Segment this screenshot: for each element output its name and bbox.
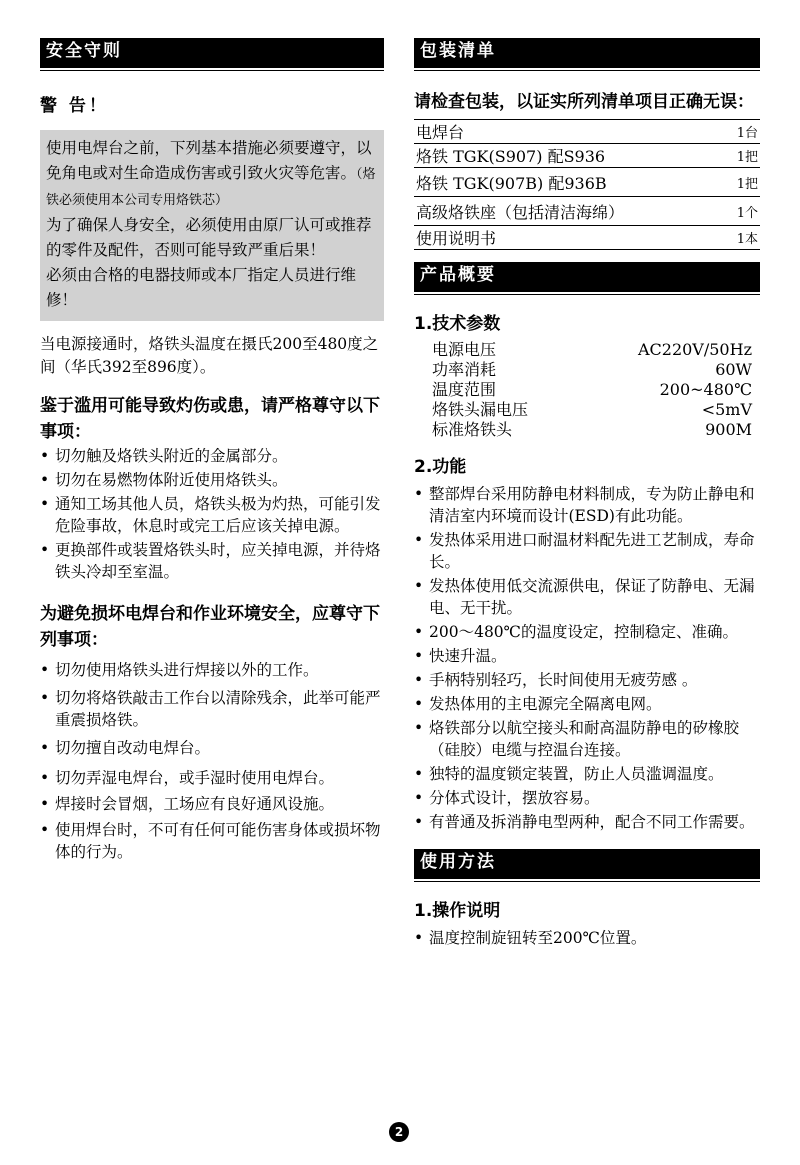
pack-item-qty: 1把 — [716, 168, 760, 197]
function-title: 2.功能 — [414, 457, 467, 477]
right-column — [414, 38, 760, 951]
pack-item-qty: 1把 — [716, 144, 760, 168]
warning-text-2: （烙铁必须使用本公司专用烙铁芯） — [46, 167, 376, 208]
list-item: • 使用焊台时，不可有任何可能伤害身体或损坏物体的行为。 — [40, 819, 384, 863]
spec-value: 60W — [715, 360, 752, 379]
warning-text-3: 为了确保人身安全，必须使用由原厂认可或推荐的零件及配件，否则可能导致严重后果！ — [46, 216, 372, 259]
spec-list — [432, 340, 752, 440]
warning-text-1: 使用电焊台之前，下列基本措施必须要遵守，以免角电或对生命造成伤害或引致火灾等危害。 — [46, 139, 372, 182]
pack-item-name: 使用说明书 — [414, 226, 716, 250]
pack-header-bar — [414, 38, 760, 71]
list-item: • 通知工场其他人员，烙铁头极为灼热，可能引发危险事故，休息时或完工后应该关掉电源。 — [40, 493, 384, 537]
table-row — [414, 226, 760, 250]
spec-row — [432, 420, 752, 440]
usage-header: 使用方法 — [414, 849, 760, 879]
safety-header-bar — [40, 38, 384, 71]
overview-header: 产品概要 — [414, 262, 760, 292]
left-column — [40, 38, 384, 865]
pack-item-name: 电焊台 — [414, 120, 716, 144]
list-item: • 切勿弄湿电焊台，或手湿时使用电焊台。 — [40, 767, 384, 789]
list-item: • 整部焊台采用防静电材料制成，专为防止静电和清洁室内环境而设计(ESD)有此功能。 — [414, 483, 760, 527]
list-item: • 切勿触及烙铁头附近的金属部分。 — [40, 445, 384, 467]
spec-row — [432, 360, 752, 380]
list-item: • 切勿在易燃物体附近使用烙铁头。 — [40, 469, 384, 491]
spec-key: 标准烙铁头 — [432, 420, 513, 439]
spec-value: AC220V/50Hz — [637, 340, 752, 359]
list-item: • 发热体采用进口耐温材料配先进工艺制成，寿命长。 — [414, 529, 760, 573]
spec-key: 电源电压 — [432, 340, 497, 359]
list-item: • 焊接时会冒烟，工场应有良好通风设施。 — [40, 793, 384, 815]
section2-list — [40, 659, 384, 863]
spec-row — [432, 380, 752, 400]
list-item: • 切勿将烙铁敲击工作台以清除残余，此举可能严重震损烙铁。 — [40, 687, 384, 731]
list-item: • 切勿使用烙铁头进行焊接以外的工作。 — [40, 659, 384, 681]
warning-title: 警 告！ — [40, 96, 109, 116]
pack-item-name: 烙铁 TGK(S907) 配S936 — [414, 144, 716, 168]
warning-text-4: 必须由合格的电器技师或本厂指定人员进行维修！ — [46, 266, 357, 309]
spec-title: 1.技术参数 — [414, 314, 501, 334]
section1-title: 鉴于滥用可能导致灼伤或患，请严格尊守以下事项： — [40, 396, 380, 442]
table-row — [414, 120, 760, 144]
list-item: • 快速升温。 — [414, 645, 760, 667]
spec-value: <5mV — [701, 400, 752, 419]
list-item: • 有普通及拆消静电型两种，配合不同工作需要。 — [414, 811, 760, 833]
spec-row — [432, 400, 752, 420]
spec-key: 烙铁头漏电压 — [432, 400, 529, 419]
safety-header: 安全守则 — [40, 38, 384, 68]
pack-item-qty: 1本 — [716, 226, 760, 250]
list-item: • 分体式设计，摆放容易。 — [414, 787, 760, 809]
list-item: • 手柄特别轻巧，长时间使用无疲劳感 。 — [414, 669, 760, 691]
function-list — [414, 483, 760, 833]
list-item: • 更换部件或装置烙铁头时，应关掉电源，并待烙铁头冷却至室温。 — [40, 539, 384, 583]
spec-key: 温度范围 — [432, 380, 497, 399]
section1-list — [40, 445, 384, 583]
pack-header: 包装清单 — [414, 38, 760, 68]
pack-intro: 请检查包装，以证实所列清单项目正确无误： — [414, 92, 754, 112]
pack-item-qty: 1个 — [716, 197, 760, 226]
pack-table — [414, 119, 760, 250]
section2-title: 为避免损坏电焊台和作业环境安全，应尊守下列事项： — [40, 604, 380, 650]
table-row — [414, 197, 760, 226]
list-item: • 发热体使用低交流源供电，保证了防静电、无漏电、无干扰。 — [414, 575, 760, 619]
pack-item-name: 高级烙铁座（包括清洁海绵） — [414, 197, 716, 226]
overview-header-bar — [414, 262, 760, 295]
warning-box — [40, 130, 384, 321]
spec-value: 200~480℃ — [659, 380, 752, 399]
page-number: 2 — [389, 1122, 409, 1142]
pack-item-qty: 1台 — [716, 120, 760, 144]
spec-key: 功率消耗 — [432, 360, 497, 379]
table-row — [414, 168, 760, 197]
intro-text: 当电源接通时，烙铁头温度在摄氏200至480度之间（华氏392至896度）。 — [40, 335, 379, 376]
usage-header-bar — [414, 849, 760, 882]
table-row — [414, 144, 760, 168]
operation-title: 1.操作说明 — [414, 901, 501, 921]
list-item: • 烙铁部分以航空接头和耐高温防静电的矽橡胶（硅胶）电缆与控温台连接。 — [414, 717, 760, 761]
list-item: • 200～480℃的温度设定，控制稳定、准确。 — [414, 621, 760, 643]
list-item: • 切勿擅自改动电焊台。 — [40, 737, 384, 759]
list-item: • 温度控制旋钮转至200℃位置。 — [414, 927, 760, 949]
operation-list — [414, 927, 760, 949]
list-item: • 独特的温度锁定装置，防止人员滥调温度。 — [414, 763, 760, 785]
list-item: • 发热体用的主电源完全隔离电网。 — [414, 693, 760, 715]
spec-row — [432, 340, 752, 360]
pack-item-name: 烙铁 TGK(907B) 配936B — [414, 168, 716, 197]
spec-value: 900M — [705, 420, 752, 439]
